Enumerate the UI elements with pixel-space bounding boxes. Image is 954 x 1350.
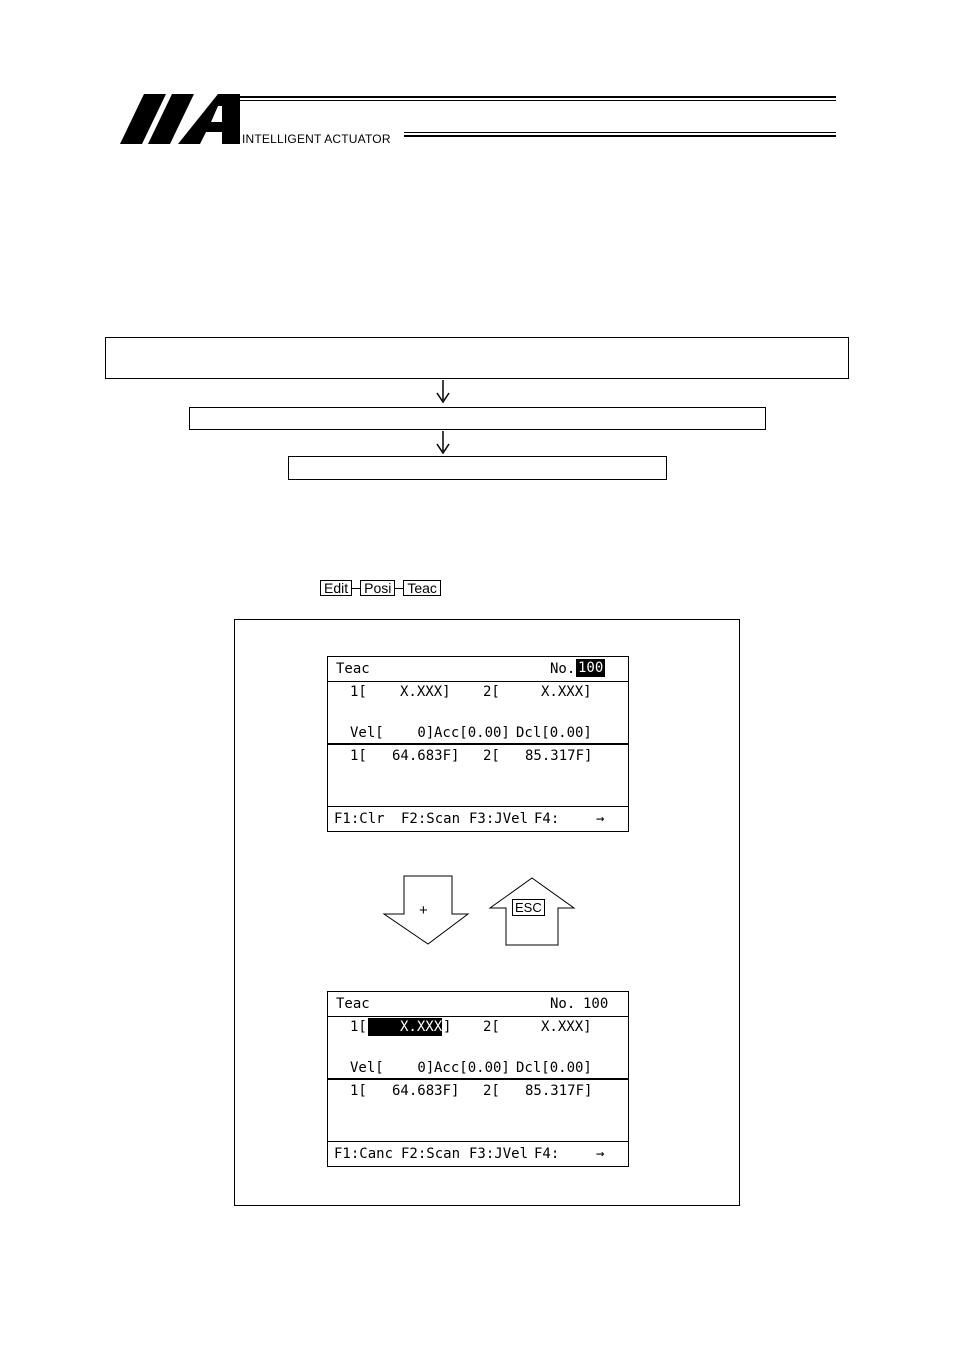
- acc-field[interactable]: Acc[0.00]: [434, 1060, 510, 1076]
- axis2-label: 2[: [483, 1019, 500, 1035]
- screen-title: Teac: [336, 661, 370, 677]
- esc-key-label: ESC: [512, 899, 545, 916]
- teach-screen-initial: [327, 656, 629, 832]
- axis1-value[interactable]: X.XXX]: [400, 684, 451, 700]
- f4-key-label[interactable]: F4:: [534, 811, 560, 827]
- vel-field[interactable]: Vel[ 0]: [350, 1060, 435, 1076]
- menu-key-path: [320, 580, 441, 596]
- brand-text: INTELLIGENT ACTUATOR: [242, 132, 391, 146]
- flow-arrow-down-icon: [436, 380, 450, 404]
- current-axis2-value: 85.317F]: [525, 1083, 593, 1099]
- header-rule-bottom: [404, 132, 836, 133]
- key-edit[interactable]: Edit: [320, 580, 352, 596]
- axis1-close: ]: [443, 1019, 452, 1035]
- f1-key-label[interactable]: F1:Clr: [334, 811, 385, 827]
- next-page-arrow-icon[interactable]: →: [596, 1146, 605, 1162]
- divider: [328, 806, 628, 807]
- current-axis2-value: 85.317F]: [525, 748, 593, 764]
- screen-title: Teac: [336, 996, 370, 1012]
- key-separator: [395, 588, 403, 589]
- f3-key-label[interactable]: F3:JVel: [469, 1146, 529, 1162]
- dcl-field[interactable]: Dcl[0.00]: [516, 1060, 592, 1076]
- current-axis1-value: 64.683F]: [392, 748, 460, 764]
- f4-key-label[interactable]: F4:: [534, 1146, 560, 1162]
- plus-key-label: +: [419, 902, 428, 919]
- vel-field[interactable]: Vel[ 0]: [350, 725, 435, 741]
- f2-key-label[interactable]: F2:Scan: [401, 811, 461, 827]
- flow-step-1-box: [105, 337, 849, 379]
- current-axis2-label: 2[: [483, 1083, 500, 1099]
- current-axis1-label: 1[: [350, 1083, 367, 1099]
- f2-key-label[interactable]: F2:Scan: [401, 1146, 461, 1162]
- header-rule-bottom-thick: [404, 135, 836, 137]
- header-rule-top-thin: [240, 100, 836, 101]
- flow-step-3-box: [288, 456, 667, 480]
- no-label: No.: [550, 996, 576, 1012]
- axis2-value[interactable]: X.XXX]: [541, 1019, 592, 1035]
- no-label: No.: [550, 661, 576, 677]
- axis1-label: 1[: [350, 1019, 367, 1035]
- current-axis1-value: 64.683F]: [392, 1083, 460, 1099]
- key-separator: [352, 588, 360, 589]
- axis1-label: 1[: [350, 684, 367, 700]
- axis2-value[interactable]: X.XXX]: [541, 684, 592, 700]
- flow-step-2-box: [189, 407, 766, 430]
- axis1-value-cursor[interactable]: X.XXX: [368, 1018, 442, 1036]
- f1-key-label[interactable]: F1:Canc: [334, 1146, 394, 1162]
- position-number: 100: [583, 996, 609, 1012]
- iai-logo-icon: [118, 92, 240, 148]
- divider: [328, 1016, 628, 1017]
- position-number-cursor[interactable]: 100: [578, 660, 604, 676]
- divider: [328, 1078, 628, 1080]
- current-axis2-label: 2[: [483, 748, 500, 764]
- divider: [328, 743, 628, 745]
- next-page-arrow-icon[interactable]: →: [596, 811, 605, 827]
- acc-field[interactable]: Acc[0.00]: [434, 725, 510, 741]
- key-posi[interactable]: Posi: [360, 580, 395, 596]
- current-axis1-label: 1[: [350, 748, 367, 764]
- key-teac[interactable]: Teac: [403, 580, 441, 596]
- teach-screen-axis-selected: [327, 991, 629, 1167]
- transition-arrows: [380, 874, 576, 948]
- divider: [328, 681, 628, 682]
- header-rule-top: [240, 96, 836, 98]
- axis2-label: 2[: [483, 684, 500, 700]
- dcl-field[interactable]: Dcl[0.00]: [516, 725, 592, 741]
- flow-arrow-down-icon: [436, 431, 450, 455]
- divider: [328, 1141, 628, 1142]
- f3-key-label[interactable]: F3:JVel: [469, 811, 529, 827]
